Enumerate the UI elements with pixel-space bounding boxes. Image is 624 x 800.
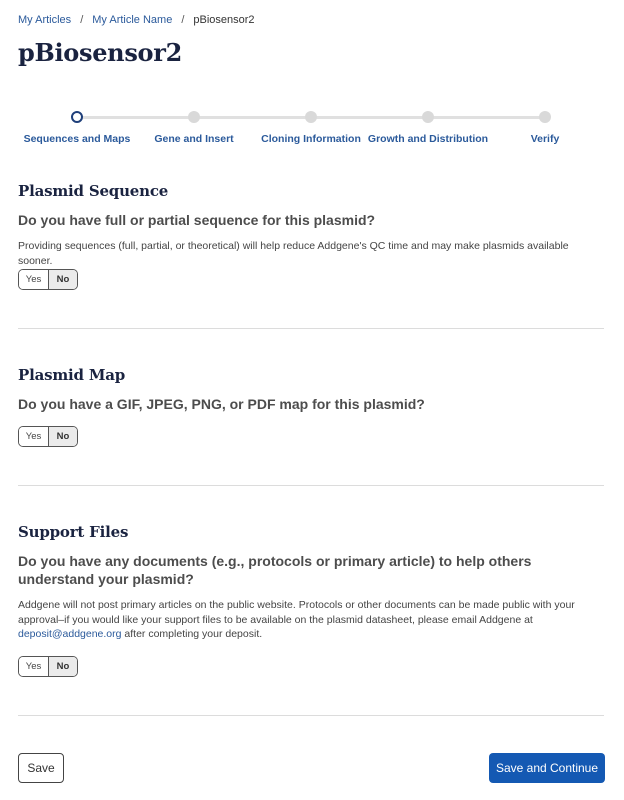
section-heading: Plasmid Map xyxy=(18,366,126,384)
support-no-button[interactable]: No xyxy=(48,657,77,676)
plasmid-sequence-section xyxy=(18,182,604,268)
map-yes-button[interactable]: Yes xyxy=(19,427,48,446)
step-indicator xyxy=(305,111,317,123)
step-indicator xyxy=(188,111,200,123)
step-label: Sequences and Maps xyxy=(23,133,131,145)
sequence-yes-no-toggle xyxy=(18,269,78,290)
section-divider xyxy=(18,715,604,716)
map-no-button[interactable]: No xyxy=(48,427,77,446)
step-verify[interactable] xyxy=(475,108,615,145)
step-label: Gene and Insert xyxy=(154,133,234,145)
step-current-indicator xyxy=(71,111,83,123)
progress-stepper xyxy=(18,108,604,148)
section-heading: Plasmid Sequence xyxy=(18,182,169,200)
save-button[interactable]: Save xyxy=(18,753,64,783)
sequence-question: Do you have full or partial sequence for this plasmid? xyxy=(18,212,376,228)
breadcrumb-separator: / xyxy=(80,14,84,26)
step-indicator xyxy=(422,111,434,123)
sequence-no-button[interactable]: No xyxy=(48,270,77,289)
step-label: Cloning Information xyxy=(261,133,361,145)
support-yes-button[interactable]: Yes xyxy=(19,657,48,676)
map-question: Do you have a GIF, JPEG, PNG, or PDF map for this plasmid? xyxy=(18,396,425,412)
support-description-text: Addgene will not post primary articles on the public website. Protocols or other documents can be made public with your approval–if you would like your support files to be available on the plasmid datasheet, please email Addgene at xyxy=(18,599,575,626)
support-question: Do you have any documents (e.g., protocols or primary article) to help others understand your plasmid? xyxy=(18,553,532,587)
section-divider xyxy=(18,485,604,486)
plasmid-map-section xyxy=(18,366,604,413)
breadcrumb xyxy=(18,13,255,27)
section-divider xyxy=(18,328,604,329)
support-description-text-end: after completing your deposit. xyxy=(121,628,263,640)
breadcrumb-link-article[interactable]: My Article Name xyxy=(92,14,173,26)
breadcrumb-separator: / xyxy=(181,14,185,26)
sequence-description: Providing sequences (full, partial, or theoretical) will help reduce Addgene's QC time and may make plasmids available sooner. xyxy=(18,240,569,267)
step-label: Growth and Distribution xyxy=(367,133,489,145)
support-files-section xyxy=(18,523,604,642)
step-label: Verify xyxy=(530,133,560,145)
section-heading: Support Files xyxy=(18,523,129,541)
save-and-continue-button[interactable]: Save and Continue xyxy=(489,753,605,783)
breadcrumb-link-my-articles[interactable]: My Articles xyxy=(18,14,72,26)
step-indicator xyxy=(539,111,551,123)
sequence-yes-button[interactable]: Yes xyxy=(19,270,48,289)
page-title: pBiosensor2 xyxy=(18,38,182,67)
deposit-email-link[interactable]: deposit@addgene.org xyxy=(18,628,122,640)
support-yes-no-toggle xyxy=(18,656,78,677)
map-yes-no-toggle xyxy=(18,426,78,447)
support-description xyxy=(18,598,604,642)
breadcrumb-current: pBiosensor2 xyxy=(193,14,255,26)
